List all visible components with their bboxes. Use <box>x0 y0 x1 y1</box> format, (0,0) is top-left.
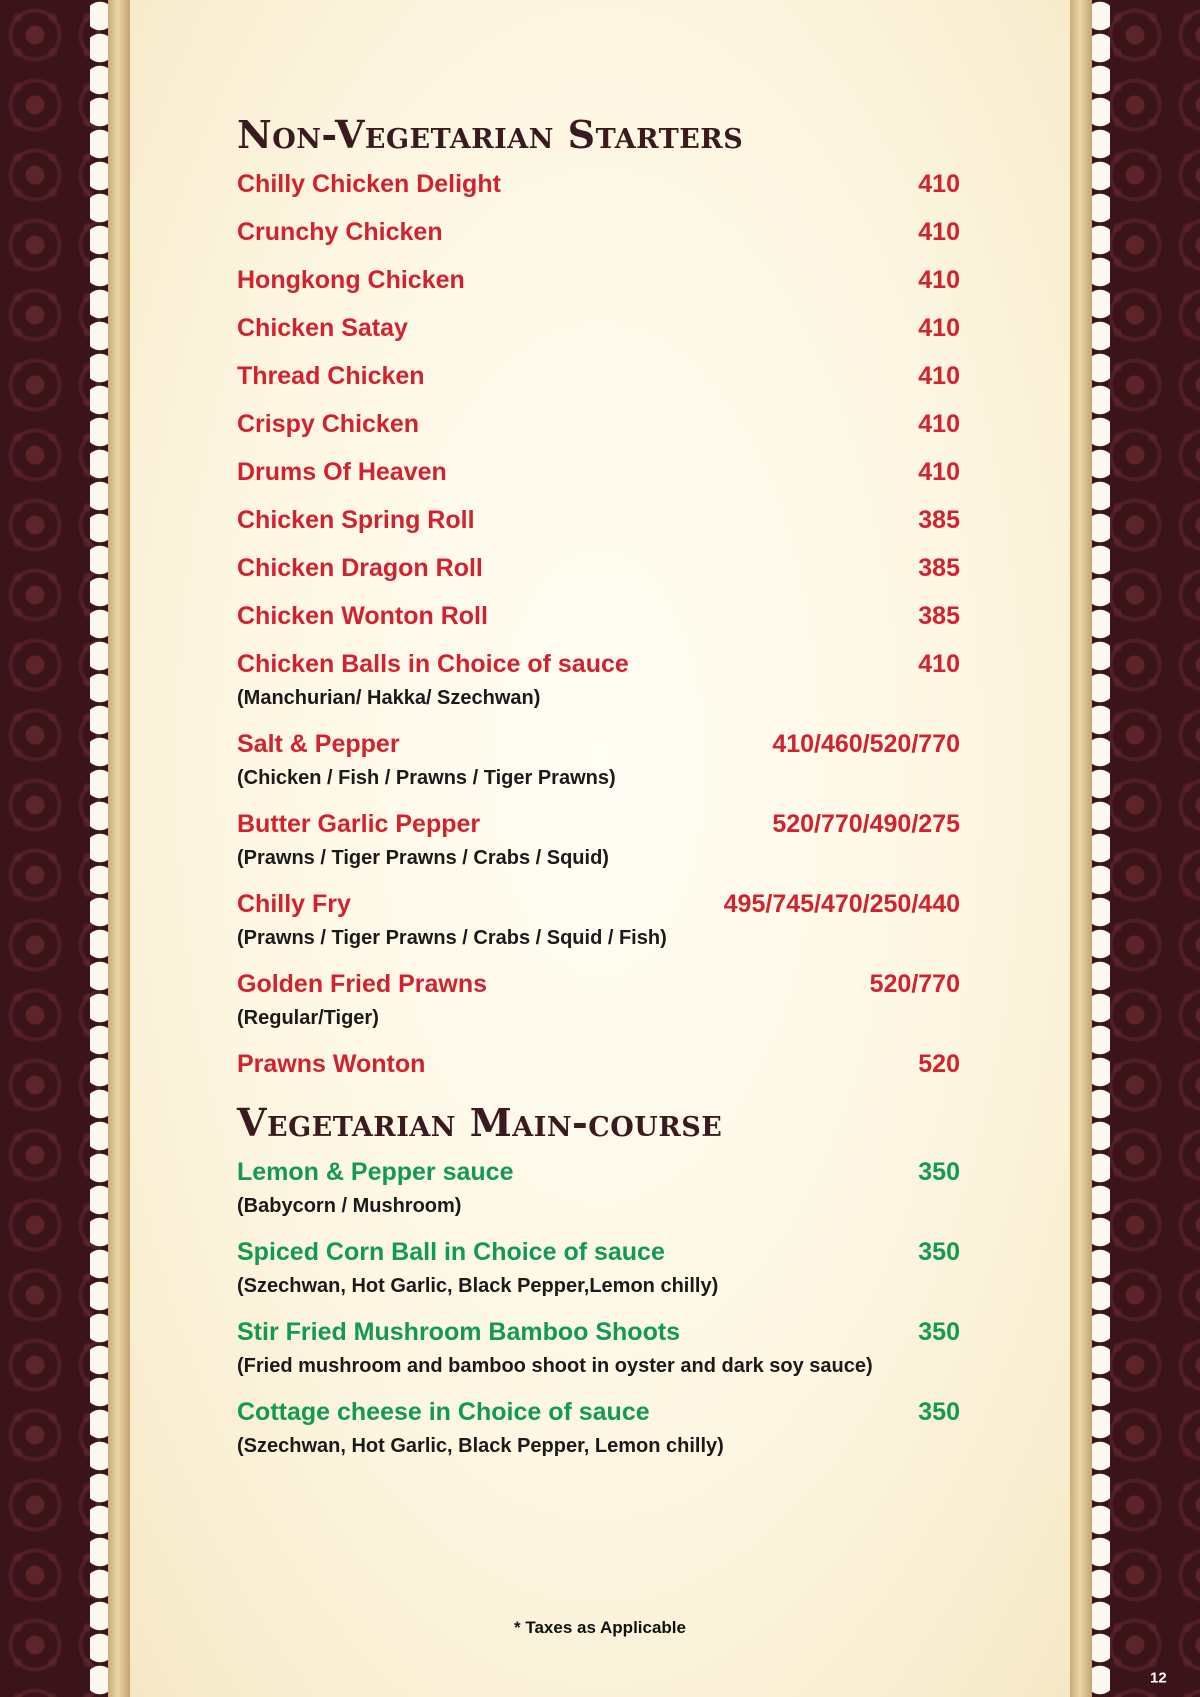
item-description: (Chicken / Fish / Prawns / Tiger Prawns) <box>237 767 616 789</box>
section-title-veg-main-course: Vegetarian Main-course <box>237 1100 723 1145</box>
item-name: Chicken Dragon Roll <box>237 554 483 582</box>
page-number: 12 <box>1150 1669 1167 1687</box>
taxes-note: * Taxes as Applicable <box>514 1618 686 1637</box>
item-price: 410 <box>918 458 960 486</box>
item-name: Salt & Pepper <box>237 730 400 758</box>
item-name: Lemon & Pepper sauce <box>237 1158 514 1186</box>
item-name: Butter Garlic Pepper <box>237 810 481 838</box>
menu-item <box>237 650 960 710</box>
item-price: 410 <box>918 314 960 342</box>
menu-item <box>237 266 960 295</box>
item-price: 385 <box>918 602 960 630</box>
menu-item <box>237 730 960 790</box>
item-name: Chilly Fry <box>237 890 351 918</box>
item-price: 410 <box>918 170 960 198</box>
item-name: Drums Of Heaven <box>237 458 447 486</box>
item-name: Crunchy Chicken <box>237 218 443 246</box>
menu-item <box>237 890 960 950</box>
item-name: Spiced Corn Ball in Choice of sauce <box>237 1238 665 1266</box>
item-name: Chilly Chicken Delight <box>237 170 501 198</box>
item-description: (Prawns / Tiger Prawns / Crabs / Squid) <box>237 847 609 869</box>
menu-item <box>237 506 960 535</box>
item-name: Chicken Satay <box>237 314 408 342</box>
item-name: Cottage cheese in Choice of sauce <box>237 1398 650 1426</box>
menu-item <box>237 170 960 199</box>
item-description: (Regular/Tiger) <box>237 1007 379 1029</box>
item-price: 495/745/470/250/440 <box>723 890 960 918</box>
item-description: (Manchurian/ Hakka/ Szechwan) <box>237 687 541 709</box>
left-gold-strip <box>108 0 130 1697</box>
item-price: 520/770/490/275 <box>772 810 960 838</box>
item-price: 385 <box>918 506 960 534</box>
item-price: 350 <box>918 1158 960 1186</box>
menu-item <box>237 602 960 631</box>
menu-item <box>237 1238 960 1298</box>
item-name: Chicken Spring Roll <box>237 506 475 534</box>
left-border-pattern <box>0 0 100 1697</box>
item-price: 350 <box>918 1318 960 1346</box>
menu-item <box>237 218 960 247</box>
menu-item <box>237 1158 960 1218</box>
section-title-non-veg-starters: Non-Vegetarian Starters <box>237 112 744 157</box>
item-price: 410 <box>918 362 960 390</box>
right-scallop-edge <box>1090 0 1110 1697</box>
item-name: Golden Fried Prawns <box>237 970 488 998</box>
item-name: Thread Chicken <box>237 362 425 390</box>
item-description: (Szechwan, Hot Garlic, Black Pepper, Lemon chilly) <box>237 1435 724 1457</box>
menu-item <box>237 362 960 391</box>
item-name: Hongkong Chicken <box>237 266 465 294</box>
right-border-pattern <box>1100 0 1200 1697</box>
right-gold-strip <box>1070 0 1092 1697</box>
menu-item <box>237 314 960 343</box>
item-price: 350 <box>918 1238 960 1266</box>
menu-item <box>237 810 960 870</box>
left-scallop-edge <box>90 0 110 1697</box>
item-name: Prawns Wonton <box>237 1050 426 1078</box>
item-name: Stir Fried Mushroom Bamboo Shoots <box>237 1318 681 1346</box>
menu-item <box>237 458 960 487</box>
item-price: 410 <box>918 266 960 294</box>
item-price: 520 <box>918 1050 960 1078</box>
menu-item <box>237 554 960 583</box>
item-price: 385 <box>918 554 960 582</box>
item-name: Chicken Wonton Roll <box>237 602 488 630</box>
menu-item <box>237 1318 960 1378</box>
item-price: 410/460/520/770 <box>772 730 960 758</box>
menu-item <box>237 1050 960 1079</box>
item-description: (Fried mushroom and bamboo shoot in oyster and dark soy sauce) <box>237 1355 873 1377</box>
menu-item <box>237 410 960 439</box>
menu-item <box>237 970 960 1030</box>
item-name: Crispy Chicken <box>237 410 420 438</box>
item-description: (Szechwan, Hot Garlic, Black Pepper,Lemon chilly) <box>237 1275 719 1297</box>
item-price: 520/770 <box>869 970 960 998</box>
item-price: 410 <box>918 650 960 678</box>
item-price: 350 <box>918 1398 960 1426</box>
item-name: Chicken Balls in Choice of sauce <box>237 650 629 678</box>
item-description: (Prawns / Tiger Prawns / Crabs / Squid / Fish) <box>237 927 667 949</box>
item-description: (Babycorn / Mushroom) <box>237 1195 462 1217</box>
item-price: 410 <box>918 218 960 246</box>
item-price: 410 <box>918 410 960 438</box>
menu-item <box>237 1398 960 1458</box>
